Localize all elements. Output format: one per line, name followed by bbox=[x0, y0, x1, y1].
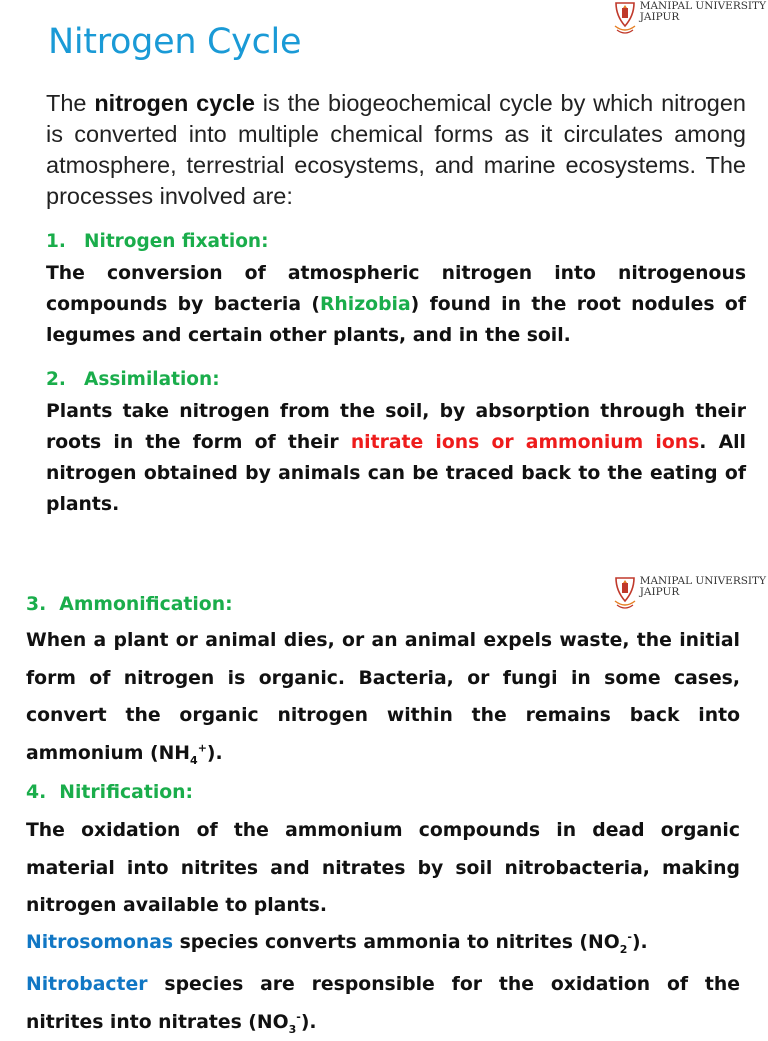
line-text-end: ). bbox=[300, 1011, 317, 1033]
logo-line-2: JAIPUR bbox=[639, 586, 680, 598]
university-logo bbox=[613, 0, 766, 38]
nitrosomonas-name: Nitrosomonas bbox=[26, 932, 174, 953]
line-text: species converts ammonia to nitrites (NO bbox=[173, 932, 620, 953]
rhizobia-highlight: Rhizobia bbox=[319, 294, 411, 315]
superscript: - bbox=[627, 930, 632, 944]
section-number: 4. bbox=[26, 782, 47, 803]
subscript: 2 bbox=[619, 942, 628, 956]
section-body-assimilation bbox=[46, 396, 746, 520]
section-text: When a plant or animal dies, or an animal expels waste, the initial form of nitrogen is organic. Bacteria, or fungi in some cases, convert the organic nitrogen within the remains back into ammonium (NH bbox=[26, 630, 740, 764]
logo-line-2: JAIPUR bbox=[639, 11, 680, 23]
section-text: The conversion of atmospheric nitrogen into nitrogenous compounds by bacteria ( bbox=[46, 263, 746, 315]
section-title: Nitrification: bbox=[59, 782, 194, 803]
section-body-nitrogen-fixation bbox=[46, 258, 746, 351]
intro-paragraph bbox=[46, 88, 746, 212]
section-heading-assimilation bbox=[46, 369, 220, 390]
superscript: - bbox=[296, 1010, 301, 1024]
intro-rest: is the biogeochemical cycle by which nitrogen is converted into multiple chemical forms as it circulates among atmosphere, terrestrial ecosystems, and marine ecosystems. The processes involved are: bbox=[46, 90, 746, 209]
subscript: 3 bbox=[288, 1022, 297, 1036]
section-text: . All nitrogen obtained by animals can be traced back to the eating of plants. bbox=[46, 432, 746, 515]
section-title: Nitrogen fixation: bbox=[84, 231, 269, 252]
section-number: 1. bbox=[46, 231, 66, 252]
section-text-end: ). bbox=[206, 742, 223, 764]
crest-icon bbox=[613, 0, 637, 38]
logo-line-1: MANIPAL UNIVERSITY bbox=[639, 575, 766, 587]
section-number: 3. bbox=[26, 594, 47, 615]
page-title: Nitrogen Cycle bbox=[48, 22, 302, 62]
nitrobacter-line bbox=[26, 966, 740, 1041]
superscript: + bbox=[197, 741, 207, 755]
section-heading-nitrification bbox=[26, 782, 193, 803]
section-title: Ammonification: bbox=[59, 594, 233, 615]
line-text-end: ). bbox=[631, 932, 648, 953]
section-text: Plants take nitrogen from the soil, by absorption through their roots in the form of their bbox=[46, 401, 746, 453]
logo-line-1: MANIPAL UNIVERSITY bbox=[639, 0, 766, 12]
slide-2 bbox=[0, 560, 768, 1036]
nitrosomonas-line bbox=[26, 930, 766, 956]
university-logo bbox=[613, 575, 766, 613]
nitrobacter-name: Nitrobacter bbox=[26, 974, 148, 995]
line-text: species are responsible for the oxidation of the nitrites into nitrates (NO bbox=[26, 974, 740, 1033]
subscript: 4 bbox=[190, 753, 198, 767]
section-body-ammonification bbox=[26, 622, 740, 772]
section-text: ) found in the root nodules of legumes and certain other plants, and in the soil. bbox=[46, 294, 746, 346]
intro-prefix: The bbox=[46, 90, 95, 116]
section-title: Assimilation: bbox=[84, 369, 220, 390]
section-body-nitrification: The oxidation of the ammonium compounds in dead organic material into nitrites and nitrates by soil nitrobacteria, making nitrogen available to plants. bbox=[26, 820, 740, 916]
crest-icon bbox=[613, 575, 637, 613]
section-number: 2. bbox=[46, 369, 66, 390]
ions-highlight: nitrate ions or ammonium ions bbox=[350, 432, 700, 453]
section-heading-nitrogen-fixation bbox=[46, 231, 269, 252]
intro-bold: nitrogen cycle bbox=[94, 90, 255, 116]
section-heading-ammonification bbox=[26, 594, 233, 615]
